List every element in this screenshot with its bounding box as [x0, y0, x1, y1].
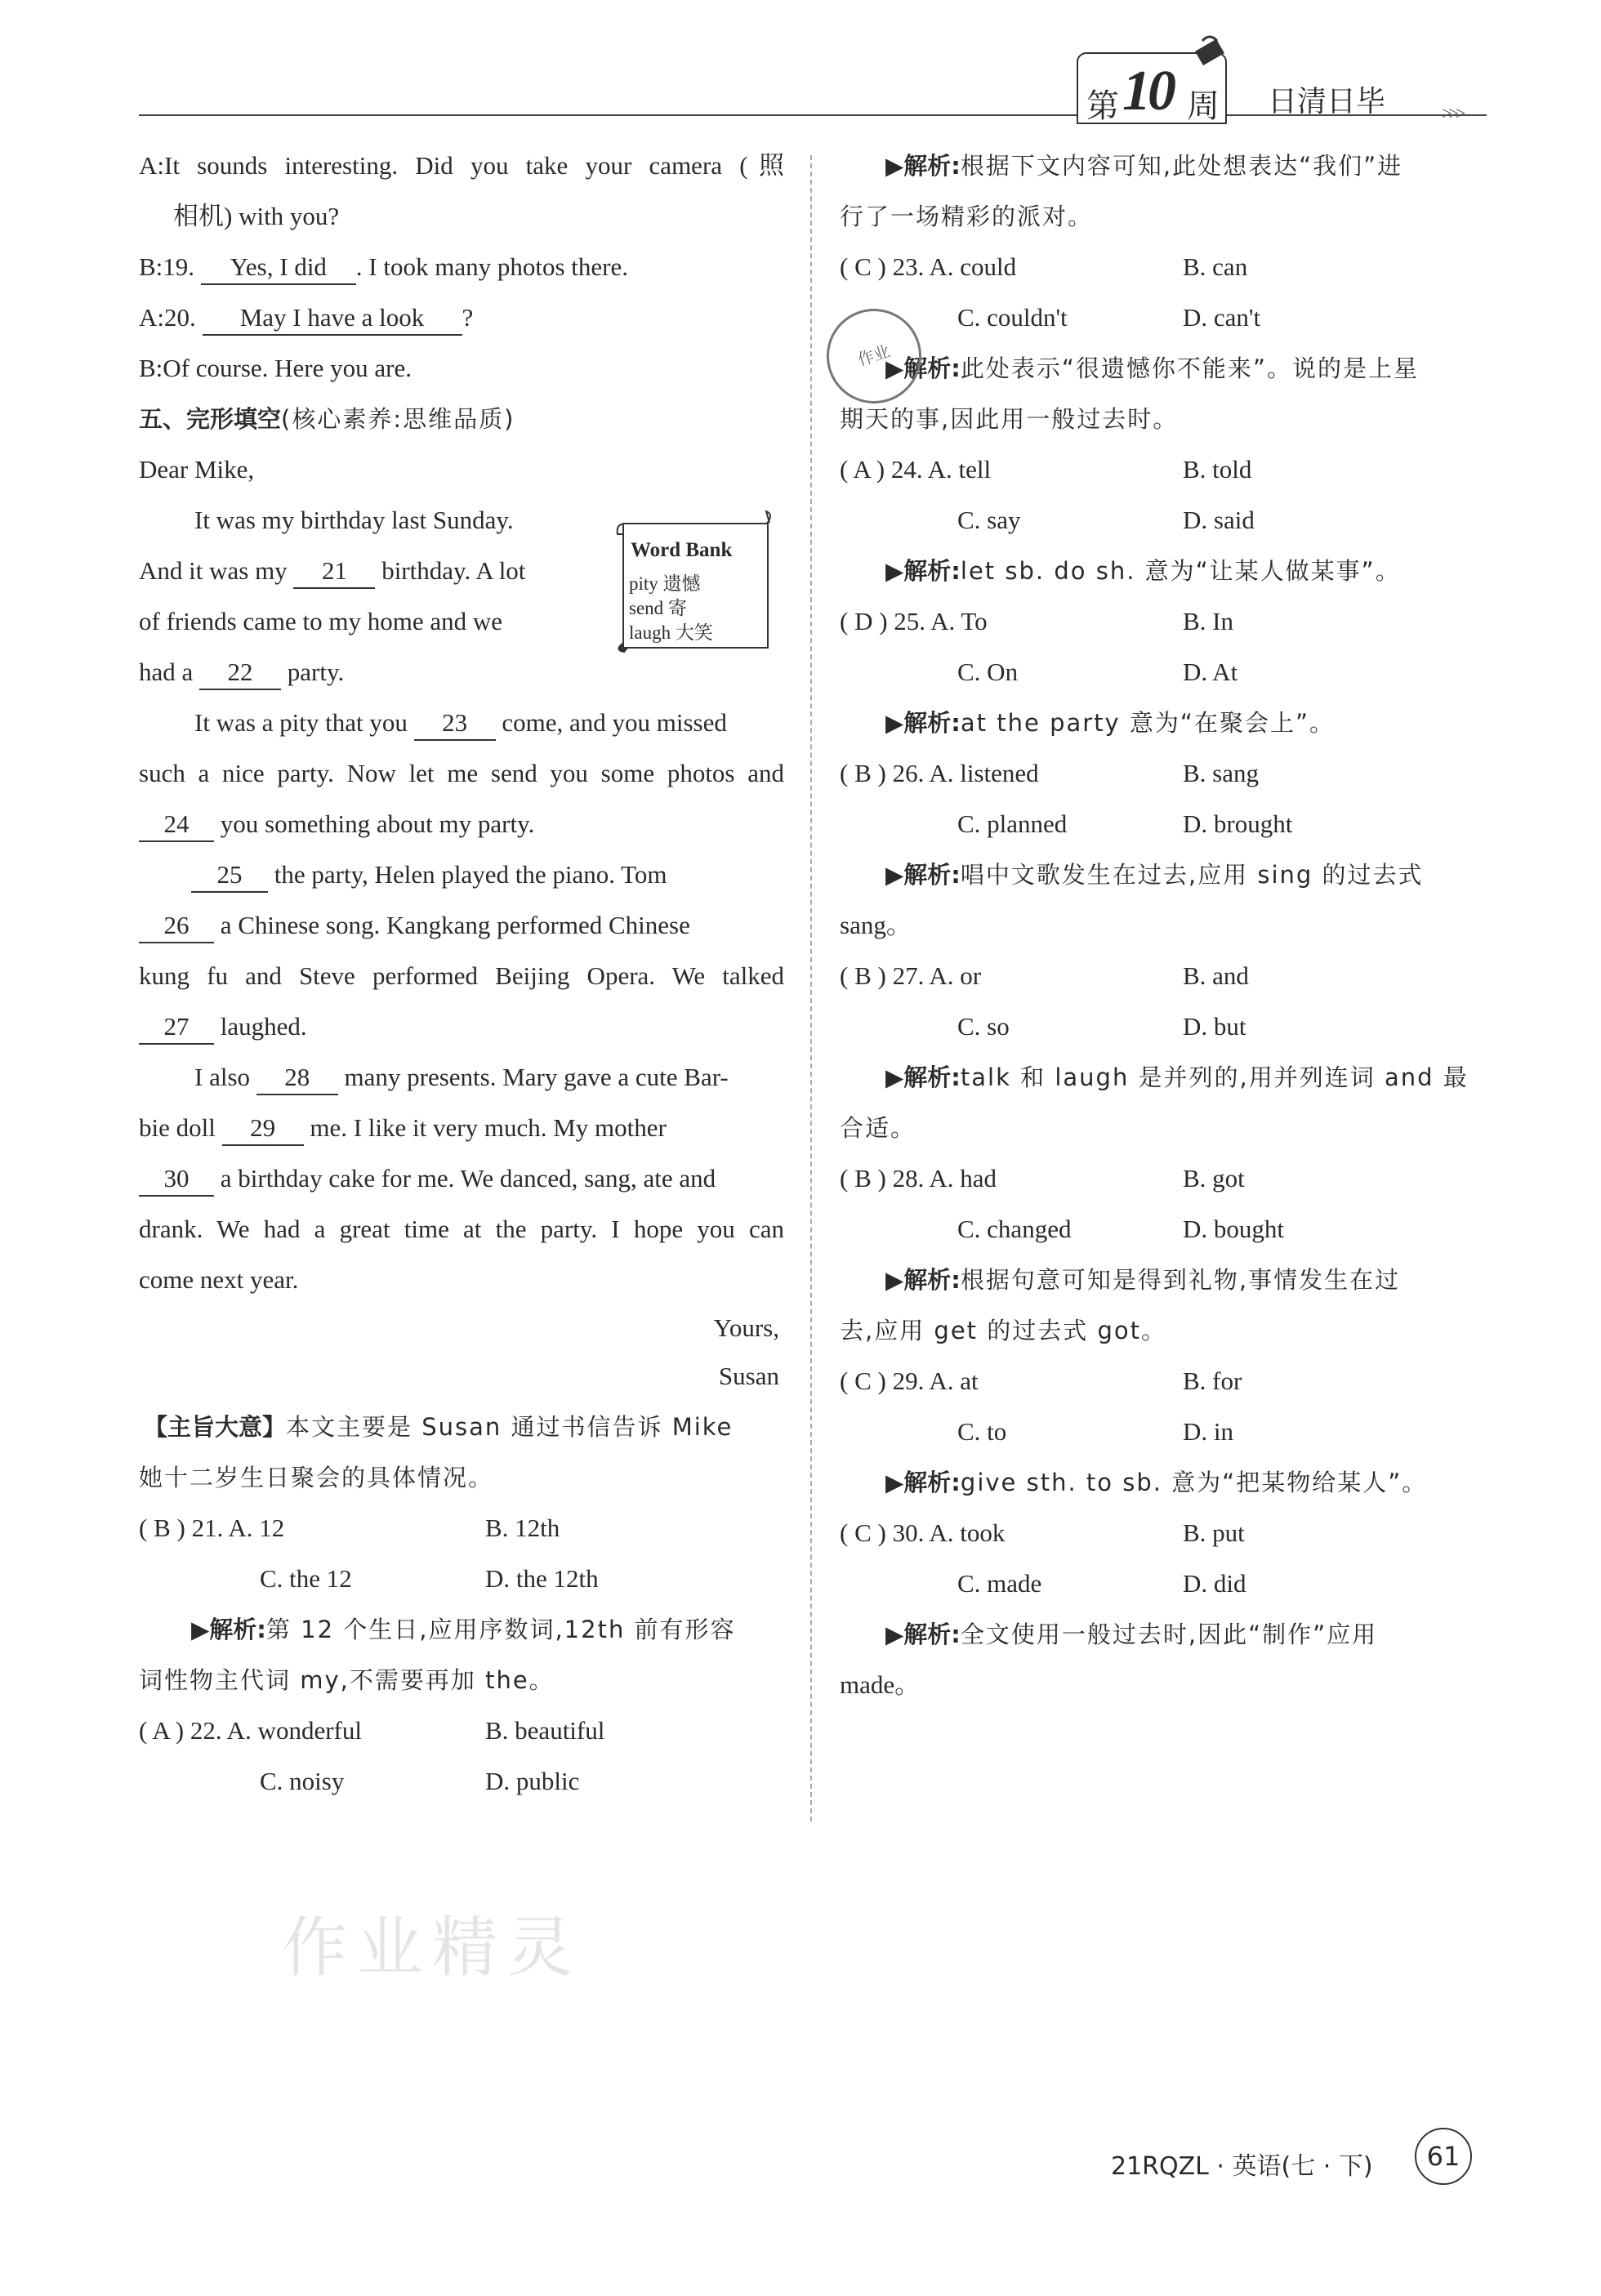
letter-signature: Susan: [718, 1362, 779, 1390]
explanation-line: [840, 698, 1485, 748]
option-b: B. told: [1183, 455, 1252, 484]
explanation-tag: ▶解析:: [191, 1616, 266, 1643]
summary-line: [139, 1402, 784, 1452]
explanation-tag: ▶解析:: [885, 354, 961, 382]
option-a: 29. A. at: [892, 1366, 979, 1395]
blank-27: 27: [139, 1010, 214, 1045]
explanation-line: [139, 1604, 784, 1655]
option-b: B. sang: [1183, 759, 1259, 787]
passage-text: the party, Helen played the piano. Tom: [274, 860, 667, 889]
week-prefix: 第: [1086, 87, 1119, 125]
passage-line: [139, 1103, 784, 1153]
question-number: A:20.: [139, 303, 196, 332]
page-number: 61: [1415, 2128, 1472, 2185]
passage-line: kung fu and Steve performed Beijing Opera. We talked: [139, 961, 784, 990]
answer-27: ( B ): [840, 961, 886, 990]
option-a: 27. A. or: [892, 961, 982, 990]
dialog-text: ?: [462, 303, 474, 332]
option-b: B. 12th: [485, 1514, 560, 1542]
answer-26: ( B ): [840, 759, 886, 787]
question-29-row2: [840, 1407, 1485, 1457]
answer-25: ( D ): [840, 607, 888, 635]
option-a: 24. A. tell: [890, 455, 992, 484]
question-21-row2: [139, 1554, 784, 1604]
section-title: 五、完形填空: [139, 405, 282, 433]
summary-tag: 【主旨大意】: [144, 1413, 287, 1441]
explanation-tag: ▶解析:: [885, 557, 961, 585]
explanation-line: sang。: [840, 911, 912, 939]
question-number: B:19.: [139, 252, 195, 281]
passage-line: It was my birthday last Sunday.: [194, 506, 514, 534]
week-number: 10: [1122, 60, 1173, 123]
option-d: D. the 12th: [485, 1564, 599, 1593]
option-d: D. did: [1183, 1569, 1246, 1598]
question-27-row2: [840, 1001, 1485, 1052]
option-c: C. so: [957, 1012, 1010, 1041]
answer-23: ( C ): [840, 252, 886, 281]
dialog-line: 相机) with you?: [173, 202, 340, 230]
option-c: C. to: [957, 1417, 1007, 1446]
option-a: 30. A. took: [892, 1518, 1006, 1547]
summary-text: 本文主要是 Susan 通过书信告诉 Mike: [286, 1413, 734, 1441]
explanation-tag: ▶解析:: [885, 1621, 961, 1648]
explanation-text: 唱中文歌发生在过去,应用 sing 的过去式: [960, 861, 1424, 889]
blank-21: 21: [293, 555, 375, 589]
option-a: 21. A. 12: [191, 1514, 285, 1542]
explanation-text: 根据下文内容可知,此处想表达“我们”进: [960, 152, 1403, 180]
option-a: 25. A. To: [894, 607, 988, 635]
option-c: C. the 12: [260, 1564, 352, 1593]
option-a: 26. A. listened: [892, 759, 1039, 787]
question-26-row2: [840, 799, 1485, 849]
answer-24: ( A ): [840, 455, 885, 484]
dialog-line: A:It sounds interesting. Did you take your camera (照: [139, 151, 784, 180]
option-d: D. bought: [1183, 1215, 1284, 1243]
question-30-row2: [840, 1558, 1485, 1609]
passage-line: [139, 1052, 784, 1103]
blank-28: 28: [256, 1061, 338, 1095]
explanation-line: [840, 343, 1485, 394]
passage-text: had a: [139, 658, 194, 686]
dialog-line-19: [139, 242, 784, 292]
option-b: B. and: [1183, 961, 1249, 990]
header-title: 日清日毕: [1268, 85, 1386, 118]
column-divider: [810, 155, 812, 1821]
option-a: 28. A. had: [892, 1164, 997, 1193]
watermark: 作业精灵: [282, 1910, 582, 1986]
blank-23: 23: [414, 707, 496, 741]
left-column: [139, 140, 784, 1807]
question-23-row1: [840, 242, 1485, 292]
passage-text: birthday. A lot: [381, 556, 526, 585]
explanation-line: 去,应用 get 的过去式 got。: [840, 1317, 1167, 1344]
explanation-line: [840, 849, 1485, 900]
explanation-tag: ▶解析:: [885, 152, 961, 180]
question-28-row2: [840, 1204, 1485, 1255]
option-d: D. At: [1183, 658, 1238, 686]
option-b: B. for: [1183, 1366, 1242, 1395]
question-25-row2: [840, 647, 1485, 698]
option-c: C. say: [957, 506, 1021, 534]
option-b: B. can: [1183, 252, 1248, 281]
option-c: C. noisy: [260, 1767, 345, 1795]
option-d: D. brought: [1183, 809, 1293, 838]
option-d: D. can't: [1183, 303, 1261, 332]
explanation-line: 行了一场精彩的派对。: [840, 203, 1094, 230]
explanation-tag: ▶解析:: [885, 1469, 961, 1496]
option-d: D. in: [1183, 1417, 1233, 1446]
explanation-text: 第 12 个生日,应用序数词,12th 前有形容: [265, 1616, 736, 1643]
passage-text: a Chinese song. Kangkang performed Chinese: [220, 911, 690, 939]
option-b: B. got: [1183, 1164, 1245, 1193]
option-c: C. On: [957, 658, 1019, 686]
option-b: B. beautiful: [485, 1716, 605, 1745]
explanation-text: 此处表示“很遗憾你不能来”。说的是上星: [960, 354, 1419, 382]
blank-30: 30: [139, 1162, 214, 1197]
explanation-line: [840, 1052, 1485, 1103]
passage-line: [139, 849, 784, 900]
question-26-row1: [840, 748, 1485, 799]
word-bank-item: send 寄: [629, 598, 687, 618]
passage-text: laughed.: [220, 1012, 307, 1041]
passage-line: [139, 1001, 784, 1052]
explanation-tag: ▶解析:: [885, 861, 961, 889]
answer-blank-20: May I have a look: [203, 301, 462, 336]
blank-29: 29: [222, 1112, 304, 1146]
passage-line: [139, 900, 784, 951]
explanation-text: 全文使用一般过去时,因此“制作”应用: [960, 1621, 1378, 1648]
passage-text: a birthday cake for me. We danced, sang, ate and: [220, 1164, 716, 1193]
option-a: 22. A. wonderful: [190, 1716, 362, 1745]
explanation-line: made。: [840, 1670, 921, 1699]
binder-clip-icon: [1191, 33, 1229, 70]
explanation-line: [840, 1457, 1485, 1508]
explanation-line: 词性物主代词 my,不需要再加 the。: [139, 1666, 555, 1694]
dialog-text: . I took many photos there.: [355, 252, 628, 281]
explanation-tag: ▶解析:: [885, 709, 961, 737]
option-b: B. In: [1183, 607, 1233, 635]
explanation-text: at the party 意为“在聚会上”。: [960, 709, 1335, 737]
explanation-text: give sth. to sb. 意为“把某物给某人”。: [960, 1469, 1428, 1496]
letter-greeting: Dear Mike,: [139, 455, 255, 484]
homework-stamp: 作业: [814, 296, 934, 416]
passage-text: bie doll: [139, 1113, 216, 1142]
word-bank-title: Word Bank: [631, 539, 733, 561]
passage-text: It was a pity that you: [194, 708, 408, 737]
passage-line: come next year.: [139, 1265, 299, 1294]
passage-line: [139, 1153, 784, 1204]
question-22-row1: [139, 1705, 784, 1756]
question-21-row1: [139, 1503, 784, 1554]
blank-25: 25: [191, 858, 268, 893]
passage-line: [139, 698, 784, 748]
word-bank-item: laugh 大笑: [629, 622, 713, 643]
passage-text: And it was my: [139, 556, 288, 585]
right-column: [840, 140, 1485, 1710]
header-arrows: >>>: [1442, 103, 1463, 123]
answer-28: ( B ): [840, 1164, 886, 1193]
explanation-tag: ▶解析:: [885, 1063, 961, 1091]
question-29-row1: [840, 1356, 1485, 1407]
word-bank: [614, 506, 778, 653]
dialog-line: B:Of course. Here you are.: [139, 354, 412, 382]
explanation-line: [840, 1255, 1485, 1305]
question-25-row1: [840, 596, 1485, 647]
blank-22: 22: [199, 656, 281, 690]
passage-line: drank. We had a great time at the party. I hope you can: [139, 1215, 784, 1243]
option-d: D. but: [1183, 1012, 1246, 1041]
week-suffix: 周: [1187, 87, 1220, 125]
explanation-line: [840, 546, 1485, 596]
summary-line: 她十二岁生日聚会的具体情况。: [139, 1464, 494, 1491]
explanation-text: 根据句意可知是得到礼物,事情发生在过: [960, 1266, 1401, 1294]
question-24-row2: [840, 495, 1485, 546]
question-27-row1: [840, 951, 1485, 1001]
dialog-line-20: [139, 292, 784, 343]
option-c: C. planned: [957, 809, 1068, 838]
answer-30: ( C ): [840, 1518, 886, 1547]
option-c: C. made: [957, 1569, 1042, 1598]
explanation-text: let sb. do sh. 意为“让某人做某事”。: [960, 557, 1401, 585]
question-24-row1: [840, 444, 1485, 495]
explanation-line: 期天的事,因此用一般过去时。: [840, 405, 1179, 433]
question-23-row2: [840, 292, 1485, 343]
word-bank-item: pity 遗憾: [629, 573, 701, 594]
explanation-line: [840, 140, 1485, 191]
option-d: D. said: [1183, 506, 1255, 534]
passage-text: you something about my party.: [220, 809, 535, 838]
section-heading: [139, 394, 784, 444]
answer-29: ( C ): [840, 1366, 886, 1395]
explanation-line: [840, 1609, 1485, 1660]
blank-24: 24: [139, 808, 214, 842]
question-28-row1: [840, 1153, 1485, 1204]
option-c: C. changed: [957, 1215, 1072, 1243]
explanation-text: talk 和 laugh 是并列的,用并列连词 and 最: [960, 1063, 1469, 1091]
answer-blank-19: Yes, I did: [201, 251, 356, 285]
option-c: C. couldn't: [957, 303, 1068, 332]
section-note: (核心素养:思维品质): [281, 405, 515, 433]
passage-text: I also: [194, 1063, 251, 1091]
footer-code: 21RQZL · 英语(七 · 下): [1111, 2152, 1373, 2181]
passage-line: [139, 799, 784, 849]
explanation-tag: ▶解析:: [885, 1266, 961, 1294]
answer-21: ( B ): [139, 1514, 185, 1542]
question-22-row2: [139, 1756, 784, 1807]
option-b: B. put: [1183, 1518, 1245, 1547]
question-30-row1: [840, 1508, 1485, 1558]
passage-line: [139, 647, 784, 698]
passage-line: of friends came to my home and we: [139, 607, 503, 635]
option-d: D. public: [485, 1767, 580, 1795]
blank-26: 26: [139, 909, 214, 943]
answer-22: ( A ): [139, 1716, 185, 1745]
explanation-line: 合适。: [840, 1114, 916, 1142]
passage-line: such a nice party. Now let me send you some photos and: [139, 759, 784, 787]
passage-text: party.: [287, 658, 345, 686]
passage-text: me. I like it very much. My mother: [310, 1113, 667, 1142]
option-a: 23. A. could: [892, 252, 1017, 281]
letter-closing: Yours,: [713, 1313, 779, 1342]
passage-text: many presents. Mary gave a cute Bar-: [344, 1063, 729, 1091]
passage-text: come, and you missed: [502, 708, 727, 737]
